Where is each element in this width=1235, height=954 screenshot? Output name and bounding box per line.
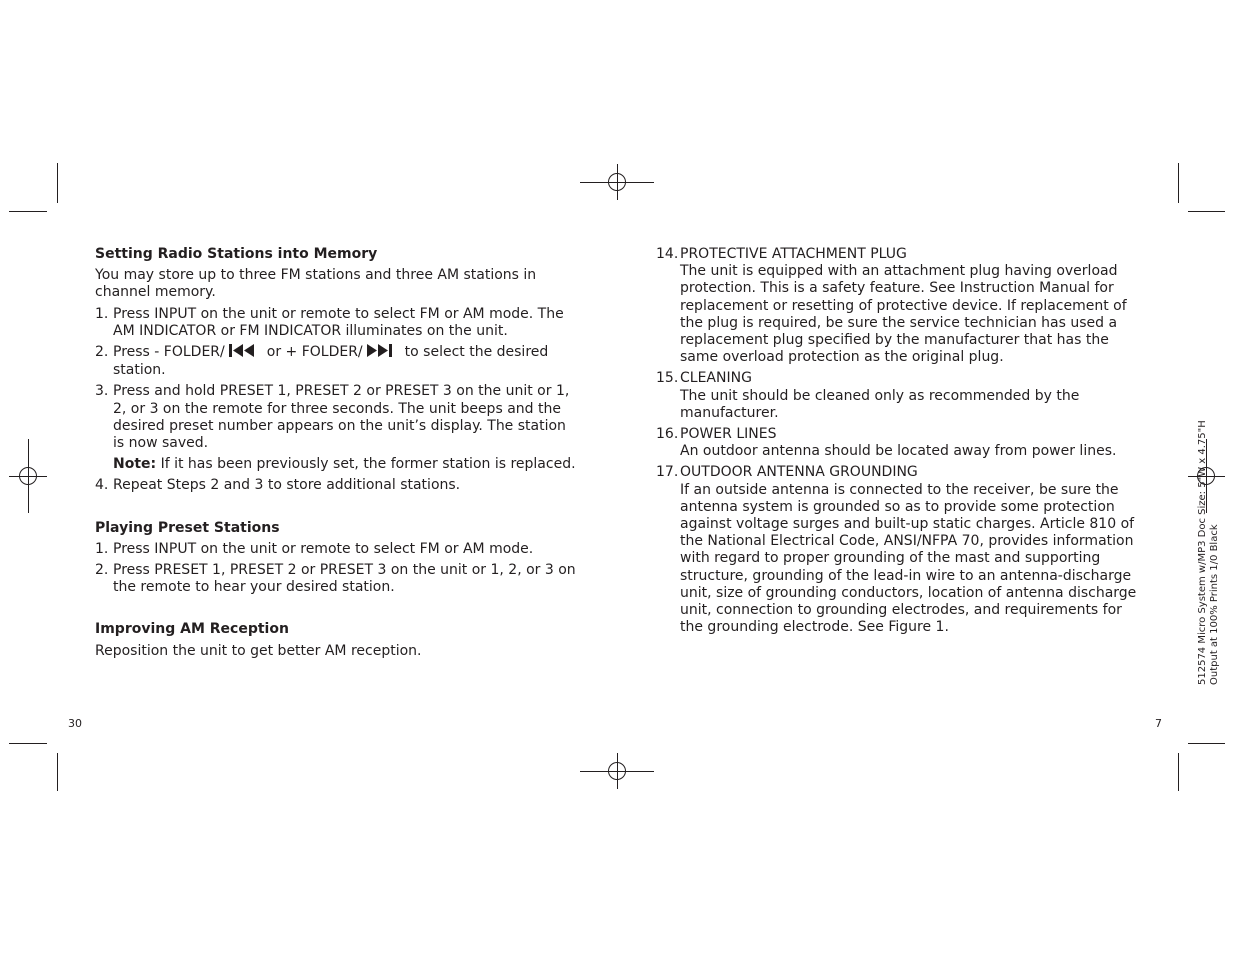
skip-forward-icon: [367, 344, 401, 362]
skip-back-icon: [229, 344, 263, 362]
crop-mark: [9, 211, 47, 212]
crop-mark: [9, 743, 47, 744]
crop-mark: [1178, 753, 1179, 791]
item-text: If an outside antenna is connected to the receiver, be sure the antenna system is grounded so as to provide some protection against voltage surges and built-up static charges. Article 810 of the National Electrical Code, ANSI/NFPA 70, provides information with regard to proper grounding of the mast and supporting structure, grounding of the lead-in wire to an antenna-discharge unit, size of grounding conductors, location of antenna discharge unit, connection to grounding electrodes, and requirements for the grounding electrode. See Figure 1.: [680, 481, 1137, 636]
crop-mark: [1178, 163, 1179, 203]
step-text-part: to select the desired station.: [113, 344, 549, 379]
section-heading: Playing Preset Stations: [95, 519, 280, 536]
item-body: [680, 426, 1146, 460]
step-text: Press INPUT on the unit or remote to select FM or AM mode.: [113, 540, 534, 557]
item-text: The unit should be cleaned only as recommended by the manufacturer.: [680, 387, 1080, 421]
item-text: An outdoor antenna should be located away from power lines.: [680, 443, 1117, 460]
list-item: [95, 541, 580, 558]
step-text-part: or + FOLDER/: [266, 344, 363, 361]
right-page-content: [656, 246, 1146, 640]
note-text: If it has been previously set, the former station is replaced.: [156, 456, 576, 473]
item-number: 14.: [656, 246, 679, 262]
item-body: [680, 464, 1146, 636]
item-body: [680, 246, 1146, 366]
step-text: Press PRESET 1, PRESET 2 or PRESET 3 on the unit or 1, 2, or 3 on the remote to hear your desired station.: [113, 562, 576, 596]
list-item: [95, 344, 580, 379]
step-number: 2.: [95, 562, 109, 579]
item-title: OUTDOOR ANTENNA GROUNDING: [680, 464, 918, 481]
list-item: [95, 306, 580, 340]
slug-line: 512574 Micro System w/MP3 Doc Size: 5"W x 4.75"H: [1197, 420, 1208, 685]
step-text: [113, 344, 580, 379]
section-heading: Setting Radio Stations into Memory: [95, 246, 378, 262]
list-item: [656, 370, 1146, 422]
item-title: CLEANING: [680, 370, 752, 387]
step-number: 1.: [95, 305, 109, 322]
intro-text: You may store up to three FM stations and three AM stations in channel memory.: [95, 267, 537, 301]
list-item: [95, 477, 580, 494]
registration-mark: [608, 762, 626, 780]
page-number: 7: [1155, 717, 1162, 730]
list-item: [656, 246, 1146, 366]
step-number: 2.: [95, 344, 109, 361]
step-text: Repeat Steps 2 and 3 to store additional stations.: [113, 477, 461, 494]
item-number: 16.: [656, 426, 679, 443]
step-text: Press and hold PRESET 1, PRESET 2 or PRESET 3 on the unit or 1, 2, or 3 on the remote for three seconds. The unit beeps and the desired preset number appears on the unit’s display. The station is now saved.: [113, 383, 570, 452]
registration-mark: [19, 467, 37, 485]
item-title: PROTECTIVE ATTACHMENT PLUG: [680, 246, 907, 262]
step-number: 4.: [95, 477, 109, 494]
list-item: [95, 383, 580, 473]
list-item: [656, 426, 1146, 460]
crop-mark: [57, 163, 58, 203]
printer-slug-text: [1197, 420, 1221, 685]
crop-mark: [57, 753, 58, 791]
body-text: Reposition the unit to get better AM reception.: [95, 642, 422, 659]
left-page-content: [95, 246, 580, 660]
step-number: 1.: [95, 540, 109, 557]
item-body: [680, 370, 1146, 422]
note-label: Note:: [113, 456, 157, 473]
item-title: POWER LINES: [680, 426, 777, 443]
step-number: 3.: [95, 383, 109, 400]
step-body: [113, 383, 580, 473]
crop-mark: [1188, 211, 1225, 212]
crop-mark: [1188, 743, 1225, 744]
item-text: The unit is equipped with an attachment plug having overload protection. This is a safety feature. See Instruction Manual for replacement or resetting of protective device. If replacement of the plug is required, be sure the service technician has used a replacement plug specified by the manufacturer that has the same overload protection as the original plug.: [680, 263, 1127, 366]
step-text-part: Press - FOLDER/: [113, 344, 225, 361]
page-number: 30: [68, 717, 82, 730]
list-item: [95, 562, 580, 596]
step-text: Press INPUT on the unit or remote to select FM or AM mode. The AM INDICATOR or FM INDICATOR illuminates on the unit.: [113, 305, 564, 339]
slug-line: Output at 100% Prints 1/0 Black: [1209, 524, 1220, 685]
section-heading: Improving AM Reception: [95, 621, 289, 638]
registration-mark: [608, 173, 626, 191]
item-number: 15.: [656, 370, 679, 387]
note: [113, 456, 580, 473]
item-number: 17.: [656, 464, 679, 481]
list-item: [656, 464, 1146, 636]
